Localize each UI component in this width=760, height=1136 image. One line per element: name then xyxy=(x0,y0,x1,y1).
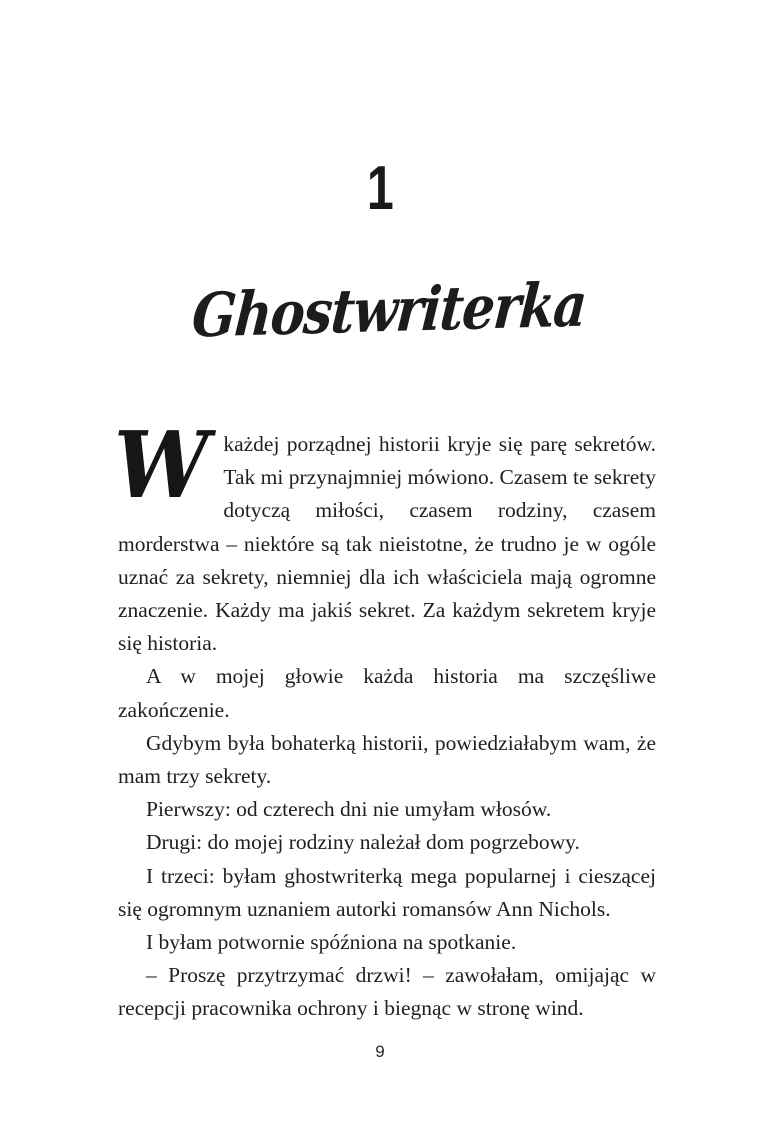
paragraph: – Proszę przytrzymać drzwi! – zawołałam, omijając w recepcji pracownika ochrony i biegnąc w stronę wind. xyxy=(118,963,656,1021)
paragraph: Gdybym była bohaterką historii, powiedziałabym wam, że mam trzy sekrety. xyxy=(118,730,656,789)
paragraph: Pierwszy: od czterech dni nie umyłam włosów. xyxy=(146,797,552,822)
paragraph: I byłam potwornie spóźniona na spotkanie. xyxy=(146,930,517,955)
body-text xyxy=(114,411,656,1026)
chapter-number: 1 xyxy=(366,154,394,223)
paragraph: A w mojej głowie każda historia ma szczęśliwe zakończenie. xyxy=(118,664,656,722)
first-paragraph-block xyxy=(114,411,656,660)
drop-cap: W xyxy=(114,411,206,519)
page-number: 9 xyxy=(375,1042,385,1061)
paragraph: każdej porządnej historii kryje się parę sekretów. Tak mi przynajmniej mówiono. Czasem te sekrety dotyczą miłości, czasem rodziny, czasem morderstwa – niektóre są tak nieistotne, że trudno je w ogóle uznać za sekrety, niemniej dla ich właściciela mają ogromne znaczenie. Każdy ma jakiś sekret. Za każdym sekretem kryje się historia. xyxy=(118,432,656,656)
chapter-title: Ghostwriterka xyxy=(189,268,588,352)
paragraph: I trzeci: byłam ghostwriterką mega popularnej i cieszącej się ogromnym uznaniem autorki romansów Ann Nichols. xyxy=(118,863,656,921)
chapter-title-container xyxy=(0,268,760,363)
paragraph: Drugi: do mojej rodziny należał dom pogrzebowy. xyxy=(146,830,580,855)
